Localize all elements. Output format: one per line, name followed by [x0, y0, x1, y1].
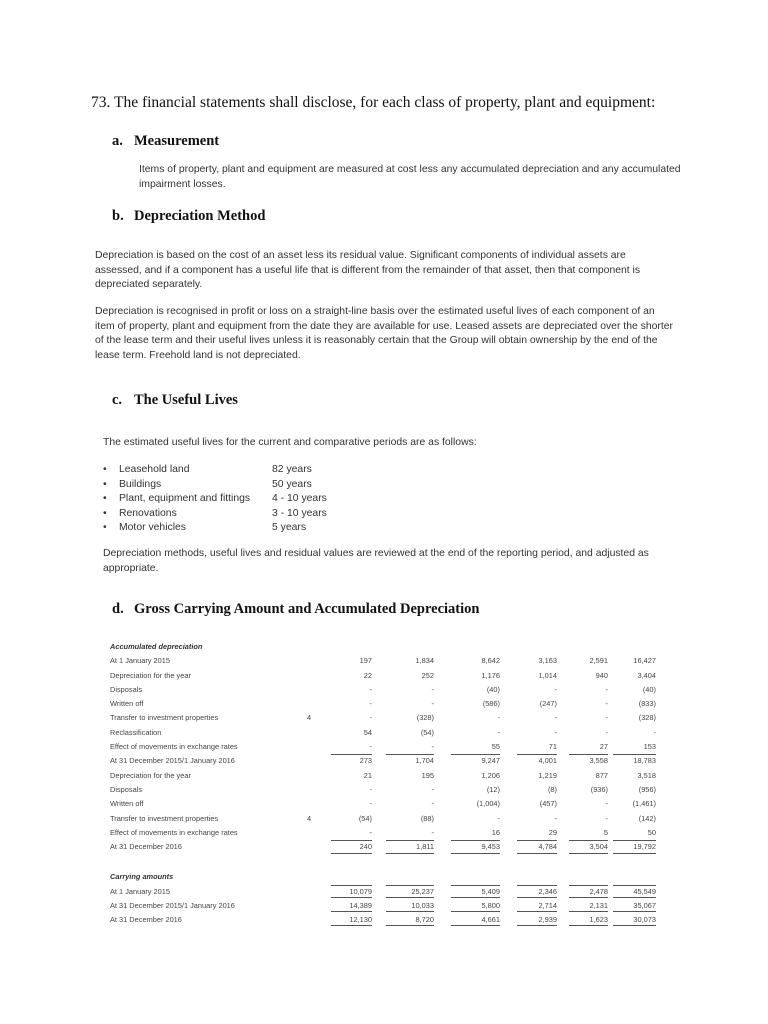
table-cell: - — [369, 784, 372, 794]
table-cell: 252 — [421, 670, 434, 680]
table-cell: 4,661 — [481, 915, 500, 925]
row-label: At 31 December 2015/1 January 2016 — [110, 756, 235, 766]
rule-line — [451, 897, 500, 898]
table-cell: - — [369, 799, 372, 809]
table-row — [108, 769, 660, 783]
table-cell: (328) — [416, 713, 434, 723]
table-cell: - — [554, 684, 557, 694]
rule-line — [331, 925, 372, 926]
rule-line — [613, 885, 656, 886]
rule-line — [386, 925, 434, 926]
row-label: At 31 December 2016 — [110, 915, 182, 925]
table-cell: (142) — [638, 813, 656, 823]
note-ref: 4 — [306, 713, 312, 723]
table-cell: 195 — [421, 770, 434, 780]
table-cell: 2,591 — [589, 656, 608, 666]
table-cell: (457) — [539, 799, 557, 809]
table-row — [108, 711, 660, 725]
section-c-title: The Useful Lives — [134, 392, 238, 408]
table-row — [108, 683, 660, 697]
depreciation-text-1: Depreciation is based on the cost of an asset less its residual value. Significant components of individual assets are assessed, and if a component has a useful life that is different from the remainder of that asset, then that component is depreciated separately. — [95, 250, 641, 290]
table-cell: - — [497, 713, 500, 723]
row-label: Transfer to investment properties — [110, 813, 219, 823]
measurement-text: Items of property, plant and equipment are measured at cost less any accumulated depreciation and any accumulated impairment losses. — [139, 164, 681, 190]
bullet-icon: • — [103, 522, 107, 533]
table-cell: - — [497, 813, 500, 823]
table-cell: (40) — [486, 684, 500, 694]
rule-line — [569, 754, 608, 755]
rule-line — [386, 885, 434, 886]
table-cell: 2,478 — [589, 886, 608, 896]
table-cell: - — [369, 742, 372, 752]
rule-line — [569, 925, 608, 926]
table-cell: - — [554, 713, 557, 723]
table-cell: (833) — [638, 699, 656, 709]
row-label: At 31 December 2015/1 January 2016 — [110, 901, 235, 911]
table-cell: (54) — [420, 727, 434, 737]
rule-line — [517, 897, 557, 898]
table-cell: 50 — [647, 827, 656, 837]
rule-line — [386, 911, 434, 912]
section-c-letter: c. — [112, 392, 123, 408]
table-cell: - — [605, 799, 608, 809]
question-title: 73. The financial statements shall disclose, for each class of property, plant and equipment: — [91, 94, 656, 111]
table-cell: 1,176 — [481, 670, 500, 680]
rule-line — [331, 911, 372, 912]
table-cell: 54 — [363, 727, 372, 737]
rule-line — [451, 885, 500, 886]
table-cell: 240 — [359, 842, 372, 852]
table-row — [108, 754, 660, 768]
table-row — [108, 797, 660, 811]
rule-line — [517, 840, 557, 841]
note-ref: 4 — [306, 813, 312, 823]
rule-line — [517, 754, 557, 755]
rule-line — [569, 840, 608, 841]
table-cell: 9,453 — [481, 842, 500, 852]
table-cell: 5 — [603, 827, 608, 837]
section-c-heading — [112, 392, 238, 409]
section-d-heading — [112, 601, 479, 618]
table-cell: (8) — [547, 784, 557, 794]
section-b-letter: b. — [112, 208, 124, 224]
rule-line — [331, 840, 372, 841]
table-cell: (1,004) — [476, 799, 500, 809]
table-cell: 5,409 — [481, 886, 500, 896]
section-b-title: Depreciation Method — [134, 208, 266, 224]
asset-class: Leasehold land — [119, 464, 190, 475]
table-cell: - — [554, 813, 557, 823]
table-row — [108, 783, 660, 797]
bullet-icon: • — [103, 478, 107, 490]
rule-line — [386, 840, 434, 841]
table-cell: (247) — [539, 699, 557, 709]
table-cell: (40) — [642, 684, 656, 694]
section-a-title: Measurement — [134, 133, 220, 149]
table-row — [108, 669, 660, 683]
asset-class: Motor vehicles — [119, 522, 186, 533]
rule-line — [613, 840, 656, 841]
table-cell: - — [605, 813, 608, 823]
row-label: At 1 January 2015 — [110, 656, 170, 666]
accumulated-depreciation-header: Accumulated depreciation — [110, 642, 203, 651]
table-row — [108, 826, 660, 840]
carrying-amounts-rows — [108, 885, 660, 928]
table-row — [108, 899, 660, 913]
row-label: Transfer to investment properties — [110, 713, 219, 723]
rule-line — [517, 925, 557, 926]
table-cell: 197 — [359, 656, 372, 666]
table-cell: - — [605, 727, 608, 737]
table-cell: 8,720 — [415, 915, 434, 925]
table-cell: 2,939 — [538, 915, 557, 925]
row-label: Written off — [110, 699, 144, 709]
useful-lives-intro: The estimated useful lives for the current and comparative periods are as follows: — [103, 437, 477, 448]
table-cell: 1,219 — [538, 770, 557, 780]
table-cell: 1,704 — [415, 756, 434, 766]
table-row — [108, 913, 660, 927]
table-cell: - — [431, 799, 434, 809]
rule-line — [451, 925, 500, 926]
table-section-header — [108, 870, 660, 884]
rule-line — [451, 840, 500, 841]
rule-line — [331, 897, 372, 898]
table-cell: 12,130 — [349, 915, 372, 925]
row-label: At 1 January 2015 — [110, 886, 170, 896]
table-cell: 22 — [363, 670, 372, 680]
table-cell: - — [605, 699, 608, 709]
useful-lives-footer: Depreciation methods, useful lives and residual values are reviewed at the end of the reporting period, and adjusted as appropriate. — [103, 548, 649, 574]
table-cell: - — [431, 699, 434, 709]
table-cell: 2,131 — [589, 901, 608, 911]
asset-class: Renovations — [119, 507, 177, 519]
table-cell: 1,206 — [481, 770, 500, 780]
table-cell: 5,800 — [481, 901, 500, 911]
row-label: At 31 December 2016 — [110, 842, 182, 852]
row-label: Effect of movements in exchange rates — [110, 827, 238, 837]
table-cell: (54) — [358, 813, 372, 823]
useful-life: 82 years — [272, 464, 312, 475]
table-cell: (936) — [590, 784, 608, 794]
table-cell: 30,073 — [633, 915, 656, 925]
useful-life: 4 - 10 years — [272, 493, 327, 504]
table-cell: 71 — [548, 742, 557, 752]
table-row — [108, 726, 660, 740]
table-cell: 55 — [491, 742, 500, 752]
table-cell: (1,461) — [632, 799, 656, 809]
rule-line — [613, 911, 656, 912]
table-cell: - — [653, 727, 656, 737]
table-cell: 1,811 — [416, 842, 434, 852]
list-item — [103, 521, 327, 536]
table-cell: 16 — [491, 827, 500, 837]
depreciation-text-2: Depreciation is recognised in profit or loss on a straight-line basis over the estimated useful lives of each component of an item of property, plant and equipment from the date they are available for use. Leased assets are depreciated over the shorter of the lease term and their useful lives unless it is reasonably certain that the Group will obtain ownership by the end of the lease term. Freehold land is not depreciated. — [95, 306, 673, 361]
rule-line — [613, 897, 656, 898]
table-cell: 1,014 — [538, 670, 557, 680]
rule-line — [331, 754, 372, 755]
rule-line — [569, 911, 608, 912]
table-cell: 25,237 — [411, 886, 434, 896]
table-cell: 29 — [548, 827, 557, 837]
table-cell: (88) — [420, 813, 434, 823]
table-cell: 16,427 — [633, 656, 656, 666]
bullet-icon: • — [103, 493, 107, 504]
bullet-icon: • — [103, 464, 107, 475]
table-cell: 3,163 — [538, 656, 557, 666]
table-cell: - — [605, 684, 608, 694]
row-label: Written off — [110, 799, 144, 809]
table-cell: 14,389 — [349, 901, 372, 911]
table-cell: 27 — [599, 742, 608, 752]
table-cell: 1,834 — [415, 656, 434, 666]
table-cell: 940 — [595, 670, 608, 680]
table-cell: (328) — [638, 713, 656, 723]
table-cell: 3,558 — [589, 756, 608, 766]
row-label: Effect of movements in exchange rates — [110, 742, 238, 752]
table-cell: (956) — [638, 784, 656, 794]
table-cell: (586) — [482, 699, 500, 709]
table-cell: 3,504 — [589, 842, 608, 852]
table-cell: 45,549 — [633, 886, 656, 896]
rule-line — [451, 911, 500, 912]
useful-life: 3 - 10 years — [272, 507, 327, 519]
rule-line — [386, 754, 434, 755]
table-cell: - — [369, 713, 372, 723]
table-cell: 877 — [595, 770, 608, 780]
row-label: Reclassification — [110, 727, 162, 737]
table-cell: 35,067 — [633, 901, 656, 911]
rule-line — [613, 925, 656, 926]
rule-line — [613, 754, 656, 755]
table-cell: 21 — [363, 770, 372, 780]
bullet-icon: • — [103, 507, 107, 519]
table-cell: (12) — [486, 784, 500, 794]
section-a-heading — [112, 133, 219, 150]
table-row — [108, 840, 660, 854]
list-item — [103, 507, 327, 522]
table-row — [108, 697, 660, 711]
table-cell: - — [431, 827, 434, 837]
table-cell: 9,247 — [481, 756, 500, 766]
table-row — [108, 654, 660, 668]
row-label: Depreciation for the year — [110, 770, 191, 780]
list-item — [103, 478, 327, 493]
table-cell: 4,784 — [538, 842, 557, 852]
row-label: Depreciation for the year — [110, 670, 191, 680]
rule-line — [331, 885, 372, 886]
table-cell: 1,623 — [589, 915, 608, 925]
carrying-amounts-header: Carrying amounts — [110, 872, 174, 882]
table-row — [108, 812, 660, 826]
asset-class: Plant, equipment and fittings — [119, 493, 251, 504]
useful-lives-list — [103, 463, 327, 536]
table-cell: - — [431, 784, 434, 794]
table-row — [108, 885, 660, 899]
rule-line — [569, 885, 608, 886]
table-cell: 4,001 — [538, 756, 557, 766]
table-cell: 10,033 — [411, 901, 434, 911]
section-d-letter: d. — [112, 601, 124, 617]
table-cell: - — [369, 684, 372, 694]
asset-class: Buildings — [119, 478, 162, 490]
table-cell: 153 — [643, 742, 656, 752]
table-cell: 10,079 — [349, 886, 372, 896]
table-cell: 18,783 — [633, 756, 656, 766]
row-label: Disposals — [110, 784, 143, 794]
rule-line — [451, 754, 500, 755]
list-item — [103, 463, 327, 478]
section-d-title: Gross Carrying Amount and Accumulated Depreciation — [134, 601, 480, 617]
rule-line — [517, 911, 557, 912]
table-section-header — [108, 640, 660, 654]
useful-life: 5 years — [272, 522, 307, 533]
depreciation-table — [108, 640, 660, 928]
table-cell: - — [369, 699, 372, 709]
table-cell: 2,714 — [538, 901, 557, 911]
row-label: Disposals — [110, 684, 143, 694]
accumulated-depreciation-rows — [108, 654, 660, 854]
table-cell: 8,642 — [481, 656, 500, 666]
table-cell: 2,346 — [538, 886, 557, 896]
section-b-heading — [112, 208, 265, 225]
table-cell: - — [431, 684, 434, 694]
table-row — [108, 740, 660, 754]
table-cell: 3,518 — [637, 770, 656, 780]
rule-line — [569, 897, 608, 898]
table-cell: 273 — [359, 756, 372, 766]
table-cell: 19,792 — [633, 842, 656, 852]
rule-line — [517, 885, 557, 886]
table-cell: - — [554, 727, 557, 737]
table-cell: - — [369, 827, 372, 837]
table-cell: 3,404 — [637, 670, 656, 680]
rule-line — [386, 897, 434, 898]
list-item — [103, 492, 327, 507]
table-spacer — [108, 854, 660, 870]
table-cell: - — [497, 727, 500, 737]
useful-life: 50 years — [272, 478, 312, 490]
section-a-letter: a. — [112, 133, 123, 149]
table-cell: - — [605, 713, 608, 723]
table-cell: - — [431, 742, 434, 752]
